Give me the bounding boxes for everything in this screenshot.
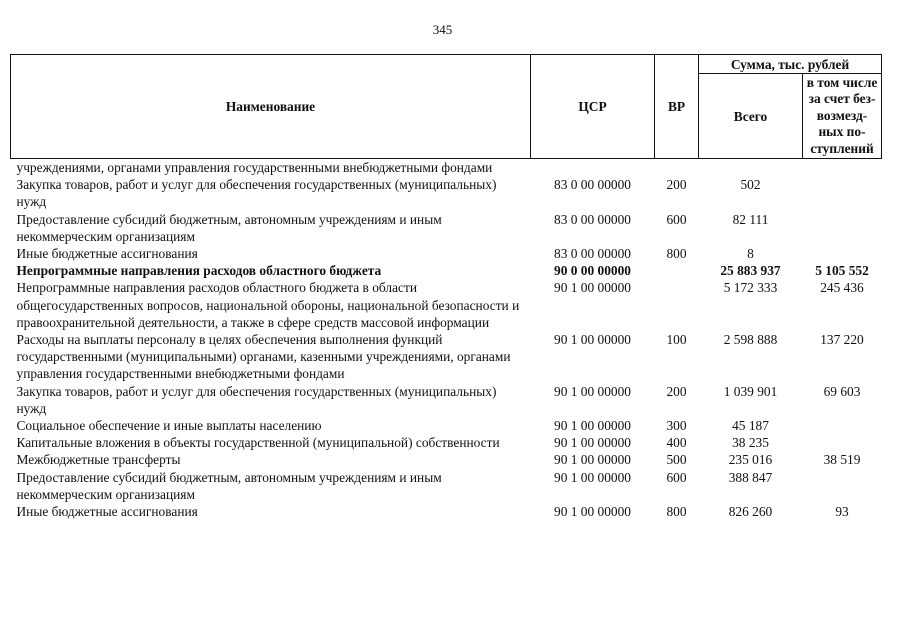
row-grant bbox=[803, 417, 882, 434]
row-vr: 600 bbox=[666, 211, 687, 227]
table-row bbox=[11, 245, 882, 262]
row-grant: 69 603 bbox=[823, 383, 861, 399]
header-csr: ЦСР bbox=[531, 55, 655, 159]
row-csr: 90 1 00 00000 bbox=[554, 435, 631, 451]
page-number: 345 bbox=[432, 22, 453, 37]
row-vr: 600 bbox=[666, 469, 687, 485]
row-grant: 245 436 bbox=[820, 280, 864, 296]
header-grant: в том числе за счет без- возмезд- ных по- ступлений bbox=[803, 74, 882, 159]
row-name: Социальное обеспечение и иные выплаты населению bbox=[16, 418, 322, 434]
table-row bbox=[11, 434, 882, 451]
table-row bbox=[11, 176, 882, 210]
row-csr: 90 1 00 00000 bbox=[554, 452, 631, 468]
row-vr: 400 bbox=[666, 435, 687, 451]
row-name: Закупка товаров, работ и услуг для обеспечения государственных (муниципальных) нужд bbox=[16, 383, 497, 416]
row-name: Предоставление субсидий бюджетным, автономным учреждениям и иным некоммерческим организациям bbox=[16, 469, 442, 502]
row-total: 45 187 bbox=[732, 418, 769, 434]
row-grant: 5 105 552 bbox=[815, 263, 869, 279]
row-csr: 90 0 00 00000 bbox=[554, 263, 631, 279]
table-header bbox=[11, 55, 882, 159]
row-total: 8 bbox=[747, 246, 754, 262]
table-row bbox=[11, 331, 882, 383]
row-csr: 90 1 00 00000 bbox=[554, 418, 631, 434]
row-vr bbox=[655, 279, 699, 331]
row-csr: 90 1 00 00000 bbox=[554, 469, 631, 485]
row-vr: 100 bbox=[666, 332, 687, 348]
row-csr: 90 1 00 00000 bbox=[554, 504, 631, 520]
row-name: Межбюджетные трансферты bbox=[16, 452, 181, 468]
row-name: Капитальные вложения в объекты государственной (муниципальной) собственности bbox=[16, 435, 500, 451]
table-row bbox=[11, 159, 882, 177]
row-name: Непрограммные направления расходов областного бюджета в области общегосударственных вопросов, национальной обороны, национальной безопасности и правоохранительной деятельности, а также в сфере средств массовой информации bbox=[16, 280, 520, 330]
row-name: Иные бюджетные ассигнования bbox=[16, 504, 198, 520]
table-row-section-total bbox=[11, 262, 882, 279]
row-grant bbox=[803, 176, 882, 210]
row-csr: 83 0 00 00000 bbox=[554, 246, 631, 262]
row-name: Предоставление субсидий бюджетным, автономным учреждениям и иным некоммерческим организациям bbox=[16, 211, 442, 244]
row-total: 235 016 bbox=[728, 452, 773, 468]
row-grant: 38 519 bbox=[823, 452, 861, 468]
header-vr: ВР bbox=[655, 55, 699, 159]
row-total: 5 172 333 bbox=[723, 280, 778, 296]
row-total: 388 847 bbox=[728, 469, 773, 485]
budget-table bbox=[10, 54, 882, 520]
row-grant: 137 220 bbox=[820, 332, 864, 348]
table-row bbox=[11, 417, 882, 434]
row-grant: 93 bbox=[835, 504, 849, 520]
row-csr: 83 0 00 00000 bbox=[554, 177, 631, 193]
row-name: Непрограммные направления расходов областного бюджета bbox=[16, 263, 382, 279]
row-vr: 500 bbox=[666, 452, 687, 468]
row-grant bbox=[803, 159, 882, 177]
row-total: 82 111 bbox=[732, 211, 769, 227]
row-vr: 800 bbox=[666, 504, 687, 520]
row-grant bbox=[803, 434, 882, 451]
table-row bbox=[11, 383, 882, 417]
table-row bbox=[11, 469, 882, 503]
row-total: 25 883 937 bbox=[720, 263, 781, 279]
row-vr bbox=[655, 159, 699, 177]
row-csr: 90 1 00 00000 bbox=[554, 383, 631, 399]
table-row bbox=[11, 451, 882, 468]
table-body bbox=[11, 159, 882, 521]
header-sum-group: Сумма, тыс. рублей bbox=[699, 55, 882, 74]
row-csr: 83 0 00 00000 bbox=[554, 211, 631, 227]
row-name: Иные бюджетные ассигнования bbox=[16, 246, 198, 262]
row-name: Закупка товаров, работ и услуг для обеспечения государственных (муниципальных) нужд bbox=[16, 177, 497, 210]
table-row bbox=[11, 211, 882, 245]
row-grant bbox=[803, 211, 882, 245]
row-vr: 200 bbox=[666, 383, 687, 399]
row-total: 38 235 bbox=[732, 435, 769, 451]
row-csr bbox=[531, 159, 655, 177]
row-total: 1 039 901 bbox=[723, 383, 778, 399]
header-name: Наименование bbox=[11, 55, 531, 159]
table-row bbox=[11, 503, 882, 520]
row-name: Расходы на выплаты персоналу в целях обеспечения выполнения функций государственными (муниципальными) органами, казенными учреждениями, органами управления государственными внебюджетными фондами bbox=[16, 332, 511, 382]
row-total: 2 598 888 bbox=[723, 332, 778, 348]
row-vr: 300 bbox=[666, 418, 687, 434]
row-csr: 90 1 00 00000 bbox=[554, 280, 631, 296]
row-vr: 800 bbox=[666, 246, 687, 262]
row-vr bbox=[655, 262, 699, 279]
table-row bbox=[11, 279, 882, 331]
row-total bbox=[699, 159, 803, 177]
header-total: Всего bbox=[699, 74, 803, 159]
row-total: 502 bbox=[740, 177, 761, 193]
row-name: учреждениями, органами управления государственными внебюджетными фондами bbox=[16, 160, 493, 175]
row-grant bbox=[803, 469, 882, 503]
row-csr: 90 1 00 00000 bbox=[554, 332, 631, 348]
row-vr: 200 bbox=[666, 177, 687, 193]
row-grant bbox=[803, 245, 882, 262]
row-total: 826 260 bbox=[728, 504, 773, 520]
